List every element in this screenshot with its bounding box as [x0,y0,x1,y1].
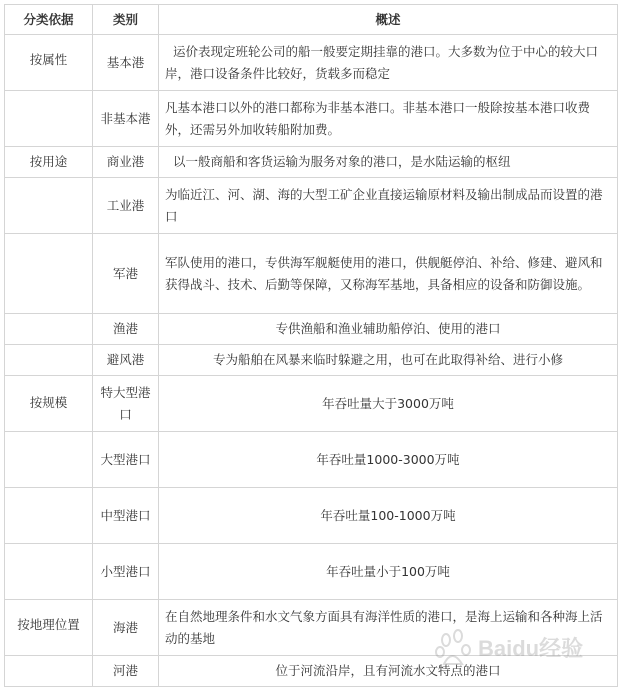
category-cell: 渔港 [93,314,159,345]
basis-cell: 按用途 [5,147,93,178]
table-row [5,314,618,345]
basis-cell: 按属性 [5,35,93,91]
basis-cell [5,488,93,544]
table-row [5,544,618,600]
category-cell: 商业港 [93,147,159,178]
category-cell: 中型港口 [93,488,159,544]
basis-cell [5,178,93,234]
table-row [5,178,618,234]
table-row [5,91,618,147]
watermark-text: Baidu经验 [478,636,584,661]
basis-cell [5,656,93,687]
header-category: 类别 [93,5,159,35]
header-basis: 分类依据 [5,5,93,35]
description-cell: 年吞吐量100-1000万吨 [159,488,618,544]
category-cell: 避风港 [93,345,159,376]
description-cell: 在自然地理条件和水文气象方面具有海洋性质的港口，是海上运输和各种海上活动的基地 [159,600,618,656]
description-cell: 年吞吐量大于3000万吨 [159,376,618,432]
table-header-row [5,5,618,35]
table-row [5,345,618,376]
table-row [5,432,618,488]
basis-cell [5,314,93,345]
watermark-logo-icon [432,626,602,670]
baidu-jingyan-watermark [432,626,602,670]
description-cell: 凡基本港口以外的港口都称为非基本港口。非基本港口一般除按基本港口收费外，还需另外加收转船附加费。 [159,91,618,147]
category-cell: 军港 [93,234,159,314]
basis-cell: 按地理位置 [5,600,93,656]
category-cell: 基本港 [93,35,159,91]
basis-cell [5,234,93,314]
category-cell: 工业港 [93,178,159,234]
description-cell: 专为船舶在风暴来临时躲避之用，也可在此取得补给、进行小修 [159,345,618,376]
table-row [5,488,618,544]
basis-cell: 按规模 [5,376,93,432]
port-classification-table [4,4,618,687]
category-cell: 海港 [93,600,159,656]
category-cell: 小型港口 [93,544,159,600]
category-cell: 特大型港口 [93,376,159,432]
category-cell: 大型港口 [93,432,159,488]
description-cell: 专供渔船和渔业辅助船停泊、使用的港口 [159,314,618,345]
description-cell: 军队使用的港口，专供海军舰艇使用的港口，供舰艇停泊、补给、修建、避风和获得战斗、技术、后勤等保障，又称海军基地，具备相应的设备和防御设施。 [159,234,618,314]
description-cell: 为临近江、河、湖、海的大型工矿企业直接运输原材料及输出制成品而设置的港口 [159,178,618,234]
description-cell: 运价表现定班轮公司的船一般要定期挂靠的港口。大多数为位于中心的较大口岸，港口设备条件比较好，货载多而稳定 [159,35,618,91]
description-cell: 以一般商船和客货运输为服务对象的港口，是水陆运输的枢纽 [159,147,618,178]
description-cell: 年吞吐量1000-3000万吨 [159,432,618,488]
basis-cell [5,345,93,376]
table-row [5,376,618,432]
description-cell: 位于河流沿岸，且有河流水文特点的港口 [159,656,618,687]
category-cell: 河港 [93,656,159,687]
table-row [5,234,618,314]
table-row [5,147,618,178]
description-cell: 年吞吐量小于100万吨 [159,544,618,600]
basis-cell [5,544,93,600]
basis-cell [5,91,93,147]
table-row [5,35,618,91]
basis-cell [5,432,93,488]
header-overview: 概述 [159,5,618,35]
category-cell: 非基本港 [93,91,159,147]
